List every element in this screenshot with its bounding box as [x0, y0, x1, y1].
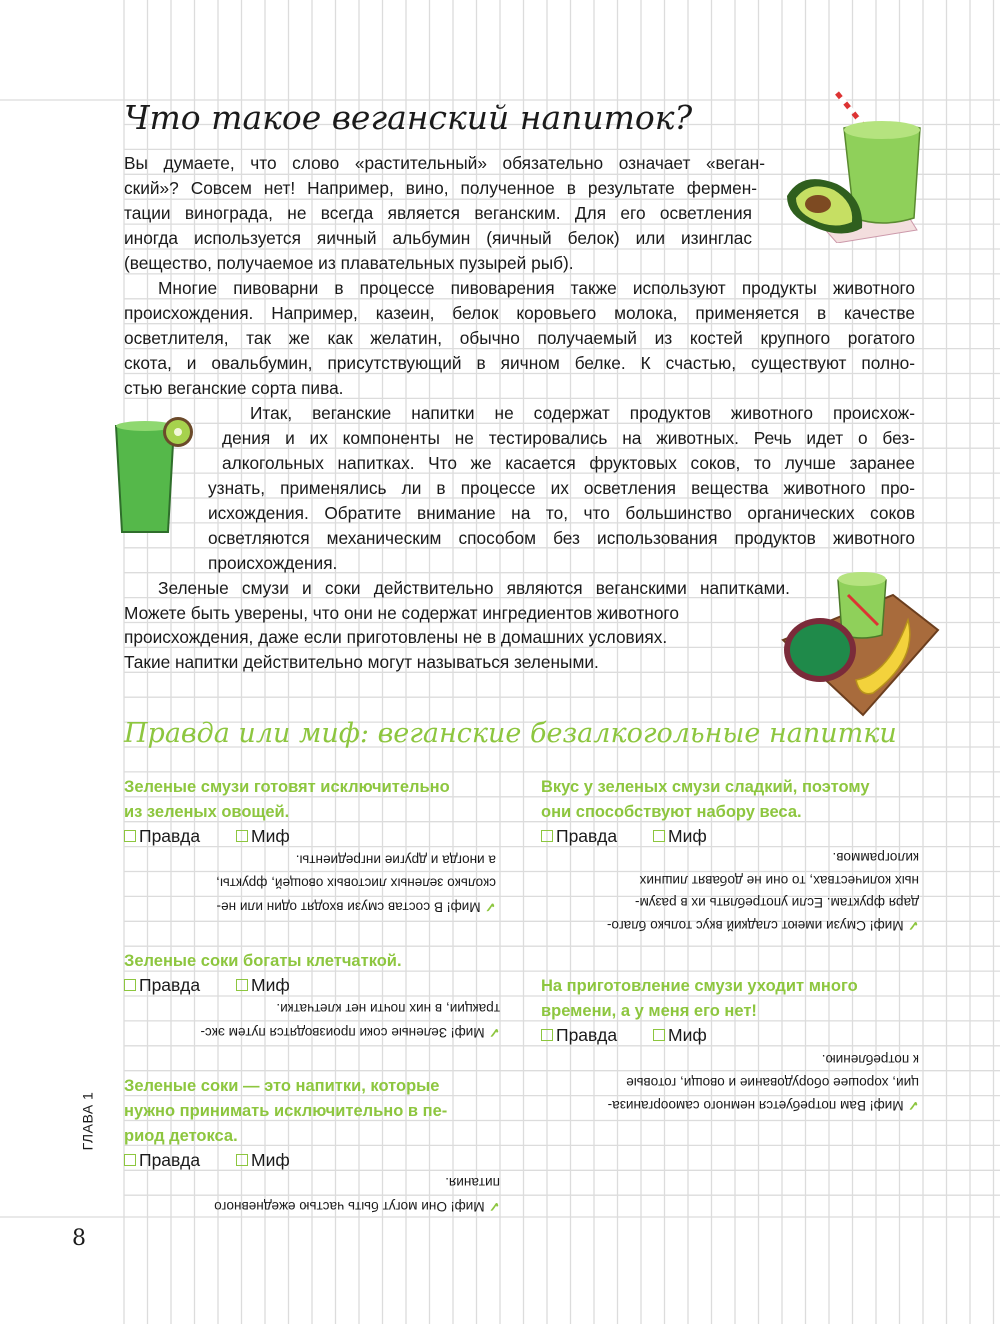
- answer-line: питания.: [445, 1175, 500, 1191]
- question-line: времени, а у меня его нет!: [541, 1001, 757, 1020]
- quiz-question: [124, 775, 504, 825]
- option-label: Миф: [251, 826, 290, 846]
- text-line: Вы думаете, что слово «растительный» обязательно означает «веган-: [124, 153, 765, 173]
- answer-line: Миф! Они могут быть частью ежедневного: [214, 1199, 485, 1214]
- page-number: 8: [72, 1226, 86, 1251]
- question-line: Зеленые соки — это напитки, которые: [124, 1077, 440, 1095]
- option-label: Правда: [556, 1025, 618, 1045]
- quiz-options: [541, 1024, 707, 1046]
- text-line: стью веганские сорта пива.: [124, 378, 344, 398]
- text-line: осветляются механическим способом без использования продуктов животного: [208, 528, 915, 548]
- answer-line: Миф! В состав смузи входят один или не-: [216, 899, 481, 915]
- option-label: Правда: [556, 826, 618, 846]
- checkbox-icon[interactable]: [236, 1154, 248, 1166]
- answer-line: сколько зеленых листовых овощей, фрукты,: [216, 876, 496, 891]
- text-line: дения и их компоненты не тестировались на животных. Речь идет о без-: [222, 428, 915, 448]
- option-myth[interactable]: [653, 825, 707, 847]
- checkbox-icon[interactable]: [236, 830, 248, 842]
- checkbox-icon[interactable]: [653, 830, 665, 842]
- text-line: тации винограда, не всегда является веганским. Для его осветления: [124, 203, 752, 223]
- text-line: Многие пивоварни в процессе пивоварения также используют продукты животного: [158, 278, 915, 298]
- quiz-answer-inverted: [124, 997, 500, 1044]
- quiz-answer-inverted: [541, 1048, 919, 1117]
- quiz-options: [124, 1149, 290, 1171]
- option-myth[interactable]: [653, 1024, 707, 1046]
- check-icon: ✓: [907, 1098, 919, 1113]
- text-line: узнать, применялись ли в процессе их осветления вещества животного про-: [208, 478, 915, 498]
- option-label: Правда: [139, 1150, 201, 1170]
- text-line: Итак, веганские напитки не содержат продуктов животного происхож-: [250, 403, 915, 423]
- option-label: Правда: [139, 975, 201, 995]
- option-label: Миф: [668, 826, 707, 846]
- option-true[interactable]: [124, 1149, 236, 1171]
- avocado-smoothie-illustration: [782, 88, 942, 243]
- checkbox-icon[interactable]: [541, 830, 553, 842]
- check-icon: ✓: [484, 899, 496, 915]
- quiz-question: [124, 949, 504, 974]
- quiz-question: [541, 775, 926, 825]
- quiz-answer-inverted: [124, 1171, 500, 1218]
- option-true[interactable]: [124, 825, 236, 847]
- question-line: Вкус у зеленых смузи сладкий, поэтому: [541, 778, 870, 796]
- text-line: осветлителя, так же как желатин, обычно получаемый из костей крупного рогатого: [124, 328, 915, 348]
- answer-line: Миф! Смузи имеют сладкий вкус только благо-: [606, 918, 904, 933]
- option-label: Миф: [251, 975, 290, 995]
- answer-line: Миф! Зеленые соки производятся путем экс-: [200, 1025, 485, 1040]
- question-line: из зеленых овощей.: [124, 802, 290, 821]
- text-line: иногда используется яичный альбумин (яичный белок) или изинглас: [124, 228, 752, 248]
- answer-line: килограммов.: [832, 850, 919, 866]
- question-line: они способствуют набору веса.: [541, 802, 802, 821]
- check-icon: ✓: [907, 918, 919, 933]
- answer-line: а иногда и другие ингредиенты.: [295, 852, 496, 868]
- option-true[interactable]: [541, 825, 653, 847]
- answer-line: тракции, в них почти нет клетчатки.: [276, 1001, 500, 1017]
- question-line: Зеленые соки богаты клетчаткой.: [124, 952, 402, 970]
- quiz-answer-inverted: [541, 846, 919, 936]
- answer-line: к потреблению.: [821, 1052, 919, 1067]
- text-line: (вещество, получаемое из плавательных пузырей рыб).: [124, 253, 574, 273]
- answer-line: ных количествах, то они не добавят лишних: [639, 873, 919, 888]
- option-myth[interactable]: [236, 825, 290, 847]
- quiz-question: [541, 974, 926, 1024]
- question-line: риод детокса.: [124, 1126, 238, 1145]
- checkbox-icon[interactable]: [124, 979, 136, 991]
- quiz-answer-inverted: [124, 848, 496, 919]
- text-line: исхождения. Обратите внимание на то, что большинство органических соков: [208, 503, 915, 523]
- answer-line: даря фруктам. Если употреблять их в разум-: [635, 895, 919, 911]
- text-line: Можете быть уверены, что они не содержат ингредиентов животного: [124, 603, 679, 623]
- checkbox-icon[interactable]: [541, 1029, 553, 1041]
- text-line: ский»? Совсем нет! Например, вино, полученное в результате фермен-: [124, 178, 757, 198]
- checkbox-icon[interactable]: [124, 830, 136, 842]
- checkbox-icon[interactable]: [124, 1154, 136, 1166]
- question-line: нужно принимать исключительно в пе-: [124, 1101, 448, 1120]
- question-line: На приготовление смузи уходит много: [541, 977, 858, 995]
- check-icon: ✓: [488, 1199, 500, 1214]
- quiz-title: Правда или миф: веганские безалкогольные напитки: [124, 718, 897, 749]
- chapter-label: ГЛАВА 1: [79, 1091, 96, 1151]
- option-myth[interactable]: [236, 1149, 290, 1171]
- page-title: Что такое веганский напиток?: [124, 98, 693, 137]
- quiz-question: [124, 1074, 504, 1148]
- option-label: Правда: [139, 826, 201, 846]
- quiz-options: [124, 825, 290, 847]
- answer-line: ции, хорошее оборудование и овощи, готовые: [626, 1075, 919, 1090]
- answer-line: Миф! Вам потребуется немного самоорганиза-: [607, 1098, 904, 1113]
- text-line: Такие напитки действительно могут называться зелеными.: [124, 652, 599, 672]
- text-line: происхождения.: [208, 553, 338, 573]
- checkbox-icon[interactable]: [236, 979, 248, 991]
- option-label: Миф: [668, 1025, 707, 1045]
- question-line: Зеленые смузи готовят исключительно: [124, 778, 450, 796]
- checkbox-icon[interactable]: [653, 1029, 665, 1041]
- text-line: алкогольных напитках. Что же касается фруктовых соков, то лучше заранее: [222, 453, 915, 473]
- text-line: происхождения, даже если приготовлены не в домашних условиях.: [124, 627, 668, 647]
- text-line: скота, и овальбумин, присутствующий в яичном белке. К счастью, существуют полно-: [124, 353, 915, 373]
- text-line: Зеленые смузи и соки действительно являются веганскими напитками.: [158, 578, 790, 598]
- quiz-options: [541, 825, 707, 847]
- text-line: происхождения. Например, казеин, белок коровьего молока, применяется в качестве: [124, 303, 915, 323]
- option-true[interactable]: [124, 974, 236, 996]
- smoothie-board-banana-illustration: [778, 565, 943, 717]
- check-icon: ✓: [488, 1025, 500, 1040]
- option-label: Миф: [251, 1150, 290, 1170]
- kiwi-juice-glass-illustration: [108, 414, 200, 536]
- quiz-options: [124, 974, 290, 996]
- option-true[interactable]: [541, 1024, 653, 1046]
- option-myth[interactable]: [236, 974, 290, 996]
